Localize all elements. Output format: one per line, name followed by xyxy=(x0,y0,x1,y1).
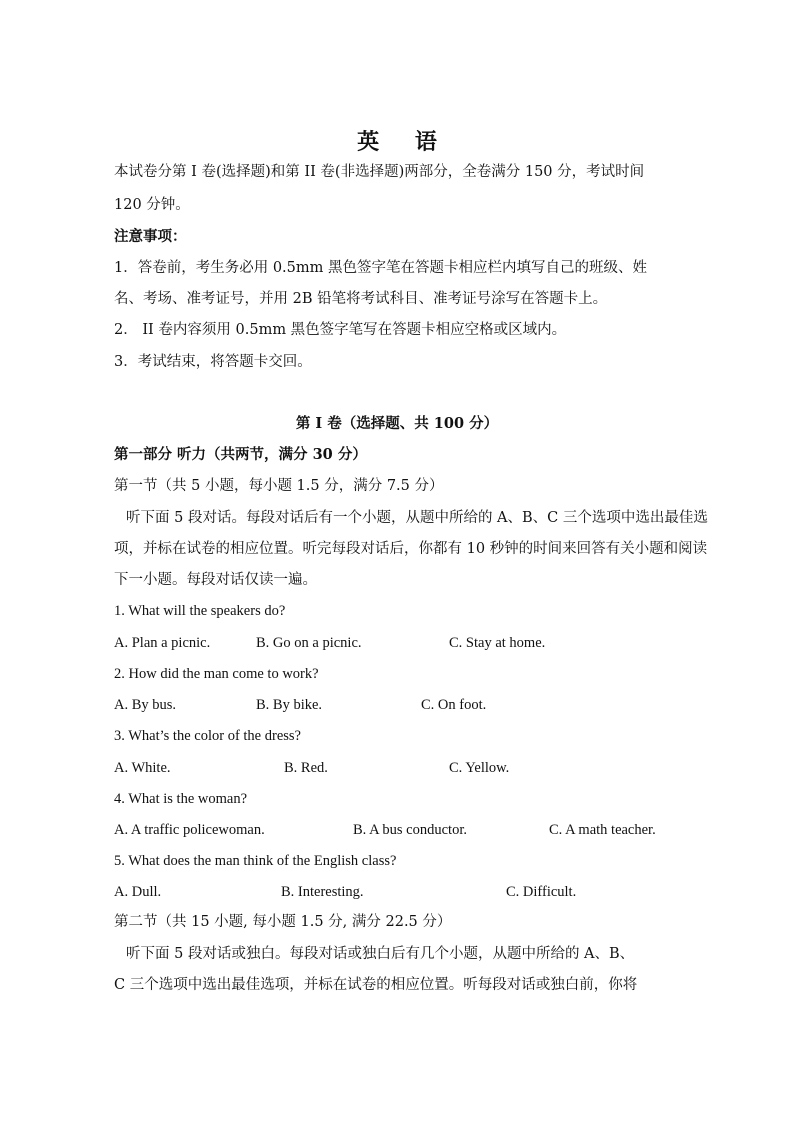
question-1-option-b: B. Go on a picnic. xyxy=(256,635,362,651)
question-2-option-b: B. By bike. xyxy=(256,697,323,713)
section1-instruction-line-1: 听下面 5 段对话。每段对话后有一个小题，从题中所给的 A、B、C 三个选项中选出最佳选 xyxy=(126,510,708,526)
intro-line-2: 120 分钟。 xyxy=(114,197,190,213)
question-5-option-a: A. Dull. xyxy=(114,884,162,900)
intro-line-1: 本试卷分第 I 卷(选择题)和第 II 卷(非选择题)两部分，全卷满分 150 分，考试时间 xyxy=(114,164,645,180)
question-1-option-a: A. Plan a picnic. xyxy=(114,635,211,651)
page-title: 英 语 xyxy=(357,129,451,155)
question-4-option-c: C. A math teacher. xyxy=(549,822,656,838)
question-5: 5. What does the man think of the English class? xyxy=(114,853,397,869)
question-3-option-a: A. White. xyxy=(114,760,171,776)
note-3: 3．考试结束，将答题卡交回。 xyxy=(114,354,312,370)
question-5-option-b: B. Interesting. xyxy=(281,884,364,900)
note-2: 2． II 卷内容须用 0.5mm 黑色签字笔写在答题卡相应空格或区域内。 xyxy=(114,322,567,338)
listening-section-title: 第一部分 听力（共两节，满分 30 分） xyxy=(114,446,367,463)
part1-heading: 第 I 卷（选择题、共 100 分） xyxy=(295,415,499,432)
question-3: 3. What’s the color of the dress? xyxy=(114,728,301,744)
notes-heading: 注意事项： xyxy=(114,228,187,245)
section1-instruction-line-3: 下一小题。每段对话仅读一遍。 xyxy=(114,572,317,588)
question-2: 2. How did the man come to work? xyxy=(114,666,319,682)
question-3-option-b: B. Red. xyxy=(284,760,328,776)
note-1-line-2: 名、考场、准考证号，并用 2B 铅笔将考试科目、准考证号涂写在答题卡上。 xyxy=(114,291,608,307)
question-3-option-c: C. Yellow. xyxy=(449,760,510,776)
section1-title: 第一节（共 5 小题，每小题 1.5 分，满分 7.5 分） xyxy=(114,478,444,494)
question-4-option-b: B. A bus conductor. xyxy=(353,822,467,838)
note-1-line-1: 1．答卷前，考生务必用 0.5mm 黑色签字笔在答题卡相应栏内填写自己的班级、姓 xyxy=(114,260,647,276)
question-4: 4. What is the woman? xyxy=(114,791,248,807)
section2-instruction-line-2: C 三个选项中选出最佳选项，并标在试卷的相应位置。听每段对话或独白前，你将 xyxy=(114,977,638,993)
section2-title: 第二节（共 15 小题, 每小题 1.5 分, 满分 22.5 分） xyxy=(114,914,452,930)
question-5-option-c: C. Difficult. xyxy=(506,884,577,900)
question-2-option-a: A. By bus. xyxy=(114,697,177,713)
question-2-option-c: C. On foot. xyxy=(421,697,487,713)
question-1-option-c: C. Stay at home. xyxy=(449,635,546,651)
question-1: 1. What will the speakers do? xyxy=(114,603,286,619)
question-4-option-a: A. A traffic policewoman. xyxy=(114,822,265,838)
section2-instruction-line-1: 听下面 5 段对话或独白。每段对话或独白后有几个小题，从题中所给的 A、B、 xyxy=(126,946,635,962)
section1-instruction-line-2: 项，并标在试卷的相应位置。听完每段对话后，你都有 10 秒钟的时间来回答有关小题和阅读 xyxy=(114,541,708,557)
